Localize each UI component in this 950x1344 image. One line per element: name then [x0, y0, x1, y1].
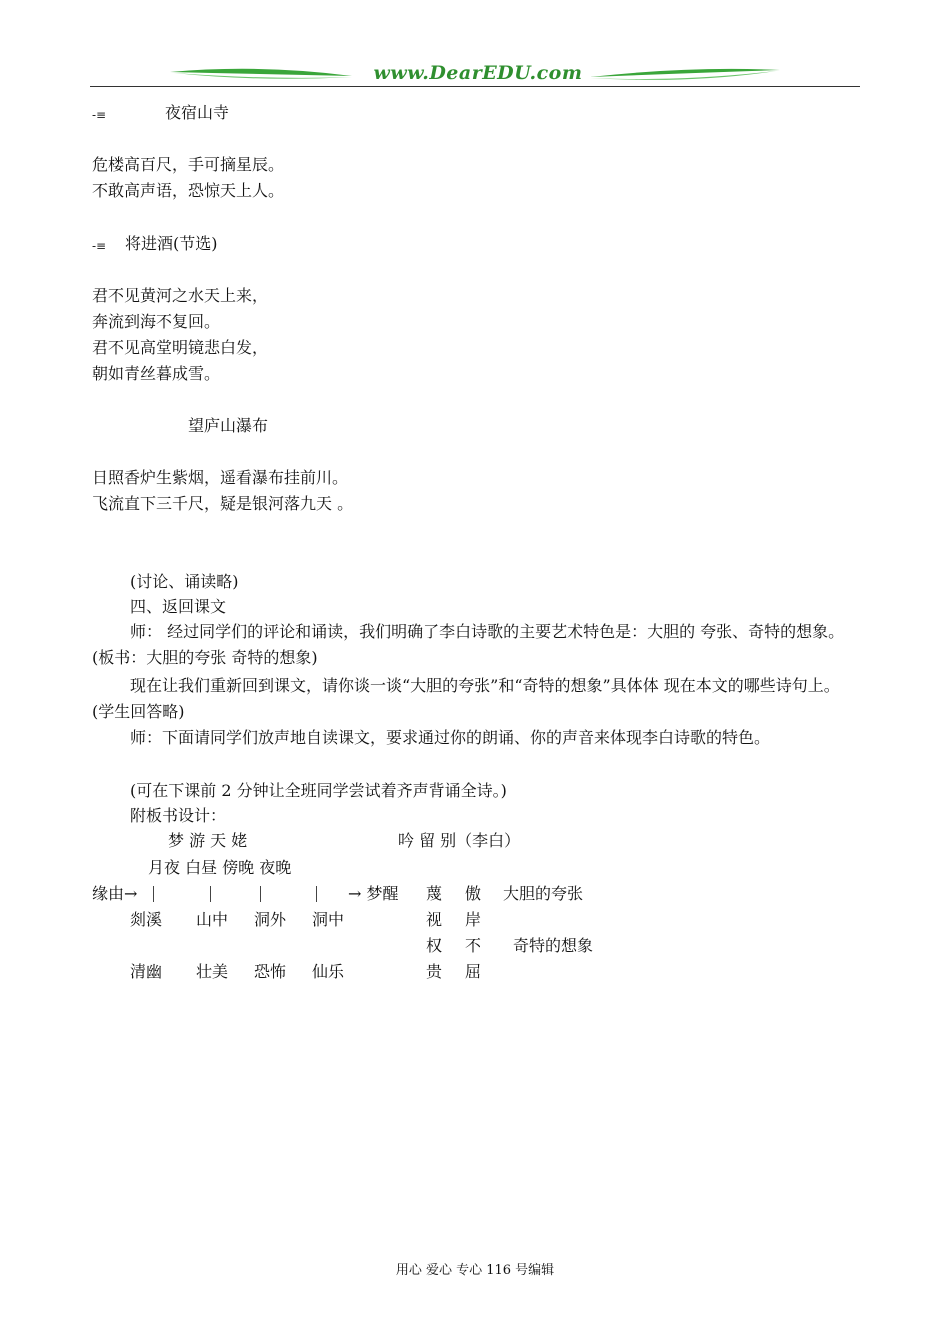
board-place: 剡溪: [130, 910, 163, 929]
site-logo: www.DearEDU.com: [373, 62, 583, 84]
board-trait: 奇特的想象: [513, 936, 594, 955]
body-paragraph: 四、返回课文: [130, 597, 227, 616]
board-col-a-char: 权: [426, 936, 443, 955]
poem2-marker: -≡: [92, 239, 107, 253]
board-place: 山中: [196, 910, 229, 929]
poem1-marker: -≡: [92, 108, 107, 122]
board-row-times: 月夜 白昼 傍晚 夜晚: [148, 858, 292, 877]
poem2-title: 将进酒(节选): [125, 234, 218, 253]
poem3-title: 望庐山瀑布: [188, 416, 269, 435]
board-divider: [153, 886, 154, 902]
body-paragraph: 师：下面请同学们放声地自读课文，要求通过你的朗诵、你的声音来体现李白诗歌的特色。: [130, 728, 771, 747]
poem2-line: 君不见高堂明镜悲白发，: [92, 338, 269, 357]
board-place: 洞中: [312, 910, 345, 929]
body-paragraph: 现在让我们重新回到课文，请你谈一谈“大胆的夸张”和“奇特的想象”具体体 现在本文的哪些诗句上。(学生回答略): [92, 676, 840, 721]
board-divider: [316, 886, 317, 902]
poem2-line: 奔流到海不复回。: [92, 312, 221, 331]
board-col-b-char: 不: [465, 936, 482, 955]
board-mood: 仙乐: [312, 962, 345, 981]
board-mood: 恐怖: [254, 962, 287, 981]
board-col-a-char: 蔑: [426, 884, 443, 903]
board-col-a-char: 贵: [426, 962, 443, 981]
board-mood: 清幽: [130, 962, 163, 981]
board-col-b-char: 傲: [465, 884, 482, 903]
board-place: 洞外: [254, 910, 287, 929]
poem2-line: 君不见黄河之水天上来，: [92, 286, 269, 305]
poem1-line: 不敢高声语，恐惊天上人。: [92, 181, 285, 200]
board-dream-wake: → 梦醒: [348, 884, 399, 903]
page-footer: 用心 爱心 专心 116 号编辑: [395, 1263, 555, 1278]
board-divider: [260, 886, 261, 902]
board-col-b-char: 屈: [465, 962, 482, 981]
body-paragraph: (讨论、诵读略): [130, 572, 239, 591]
body-paragraph: 师： 经过同学们的评论和诵读，我们明确了李白诗歌的主要艺术特色是：大胆的 夸张、奇特的想象。(板书：大胆的夸张 奇特的想象): [92, 622, 845, 667]
board-col-a-char: 视: [426, 910, 443, 929]
page-header: [90, 60, 860, 90]
poem3-line: 日照香炉生紫烟，遥看瀑布挂前川。: [92, 468, 349, 487]
body-paragraph: 附板书设计：: [130, 806, 227, 825]
board-col-b-char: 岸: [465, 910, 482, 929]
body-paragraph: (可在下课前 2 分钟让全班同学尝试着齐声背诵全诗。): [130, 781, 507, 800]
board-title-left: 梦 游 天 姥: [168, 831, 248, 850]
board-title-right: 吟 留 别（李白）: [398, 831, 521, 850]
poem3-line: 飞流直下三千尺，疑是银河落九天 。: [92, 494, 354, 513]
header-rule: [90, 86, 860, 87]
board-reason-label: 缘由→: [92, 884, 138, 903]
poem1-title: 夜宿山寺: [165, 103, 230, 122]
poem2-line: 朝如青丝暮成雪。: [92, 364, 221, 383]
board-mood: 壮美: [196, 962, 229, 981]
poem1-line: 危楼高百尺，手可摘星辰。: [92, 155, 285, 174]
board-divider: [210, 886, 211, 902]
board-trait: 大胆的夸张: [503, 884, 584, 903]
